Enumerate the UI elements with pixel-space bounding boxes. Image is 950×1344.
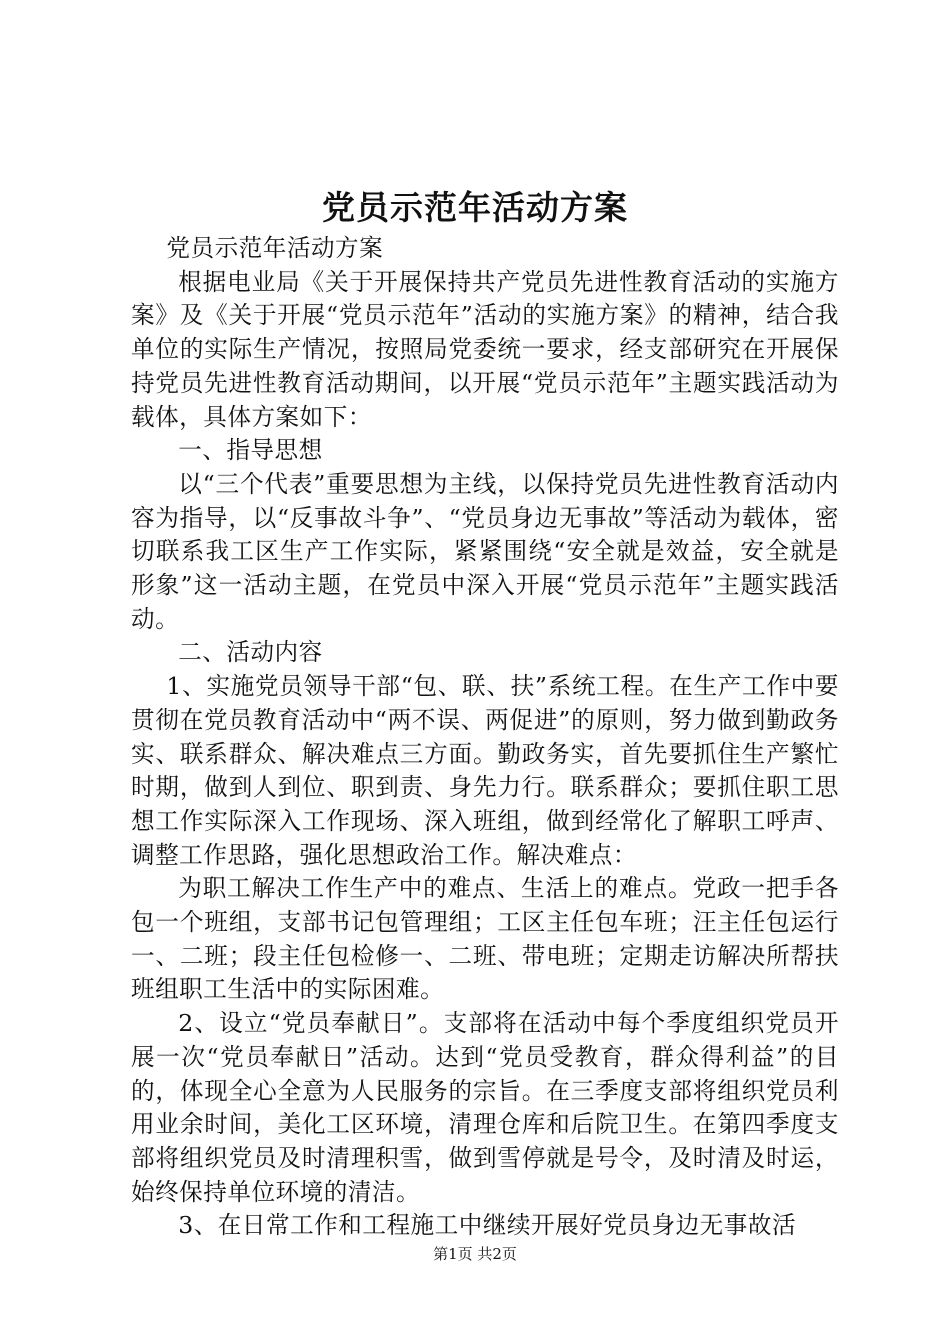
paragraph-item-3: 3、在日常工作和工程施工中继续开展好党员身边无事故活: [178, 1211, 797, 1240]
section-heading-guiding-ideology: 一、指导思想: [178, 436, 323, 465]
document-body: [131, 232, 839, 1243]
paragraph-item-1: 1、实施党员领导干部“包、联、扶”系统工程。在生产工作中要贯彻在党员教育活动中“两不误、两促进”的原则，努力做到勤政务实、联系群众、解决难点三方面。勤政务实，首先要抓住生产繁忙时期，做到人到位、职到责、身先力行。联系群众；要抓住职工思想工作实际深入工作现场、深入班组，做到经常化了解职工呼声、调整工作思路，强化思想政治工作。解决难点：: [131, 672, 839, 869]
paragraph-item-1-detail: 为职工解决工作生产中的难点、生活上的难点。党政一把手各包一个班组，支部书记包管理组；工区主任包车班；汪主任包运行一、二班；段主任包检修一、二班、带电班；定期走访解决所帮扶班组职工生活中的实际困难。: [131, 874, 839, 1004]
paragraph-intro: 根据电业局《关于开展保持共产党员先进性教育活动的实施方案》及《关于开展“党员示范年”活动的实施方案》的精神，结合我单位的实际生产情况，按照局党委统一要求，经支部研究在开展保持党员先进性教育活动期间，以开展“党员示范年”主题实践活动为载体，具体方案如下：: [131, 267, 839, 431]
paragraph-guiding-ideology: 以“三个代表”重要思想为主线，以保持党员先进性教育活动内容为指导，以“反事故斗争”、“党员身边无事故”等活动为载体，密切联系我工区生产工作实际，紧紧围绕“安全就是效益，安全就是形象”这一活动主题，在党员中深入开展“党员示范年”主题实践活动。: [131, 469, 839, 633]
paragraph-subtitle: 党员示范年活动方案: [166, 234, 384, 262]
paragraph-item-2: 2、设立“党员奉献日”。支部将在活动中每个季度组织党员开展一次“党员奉献日”活动。达到“党员受教育，群众得利益”的目的，体现全心全意为人民服务的宗旨。在三季度支部将组织党员利用业余时间，美化工区环境，清理仓库和后院卫生。在第四季度支部将组织党员及时清理积雪，做到雪停就是号令，及时清及时运，始终保持单位环境的清洁。: [131, 1009, 839, 1206]
section-heading-activity-content: 二、活动内容: [178, 638, 323, 667]
page-number-footer: 第1页 共2页: [433, 1245, 517, 1263]
document-title: 党员示范年活动方案: [322, 188, 628, 227]
